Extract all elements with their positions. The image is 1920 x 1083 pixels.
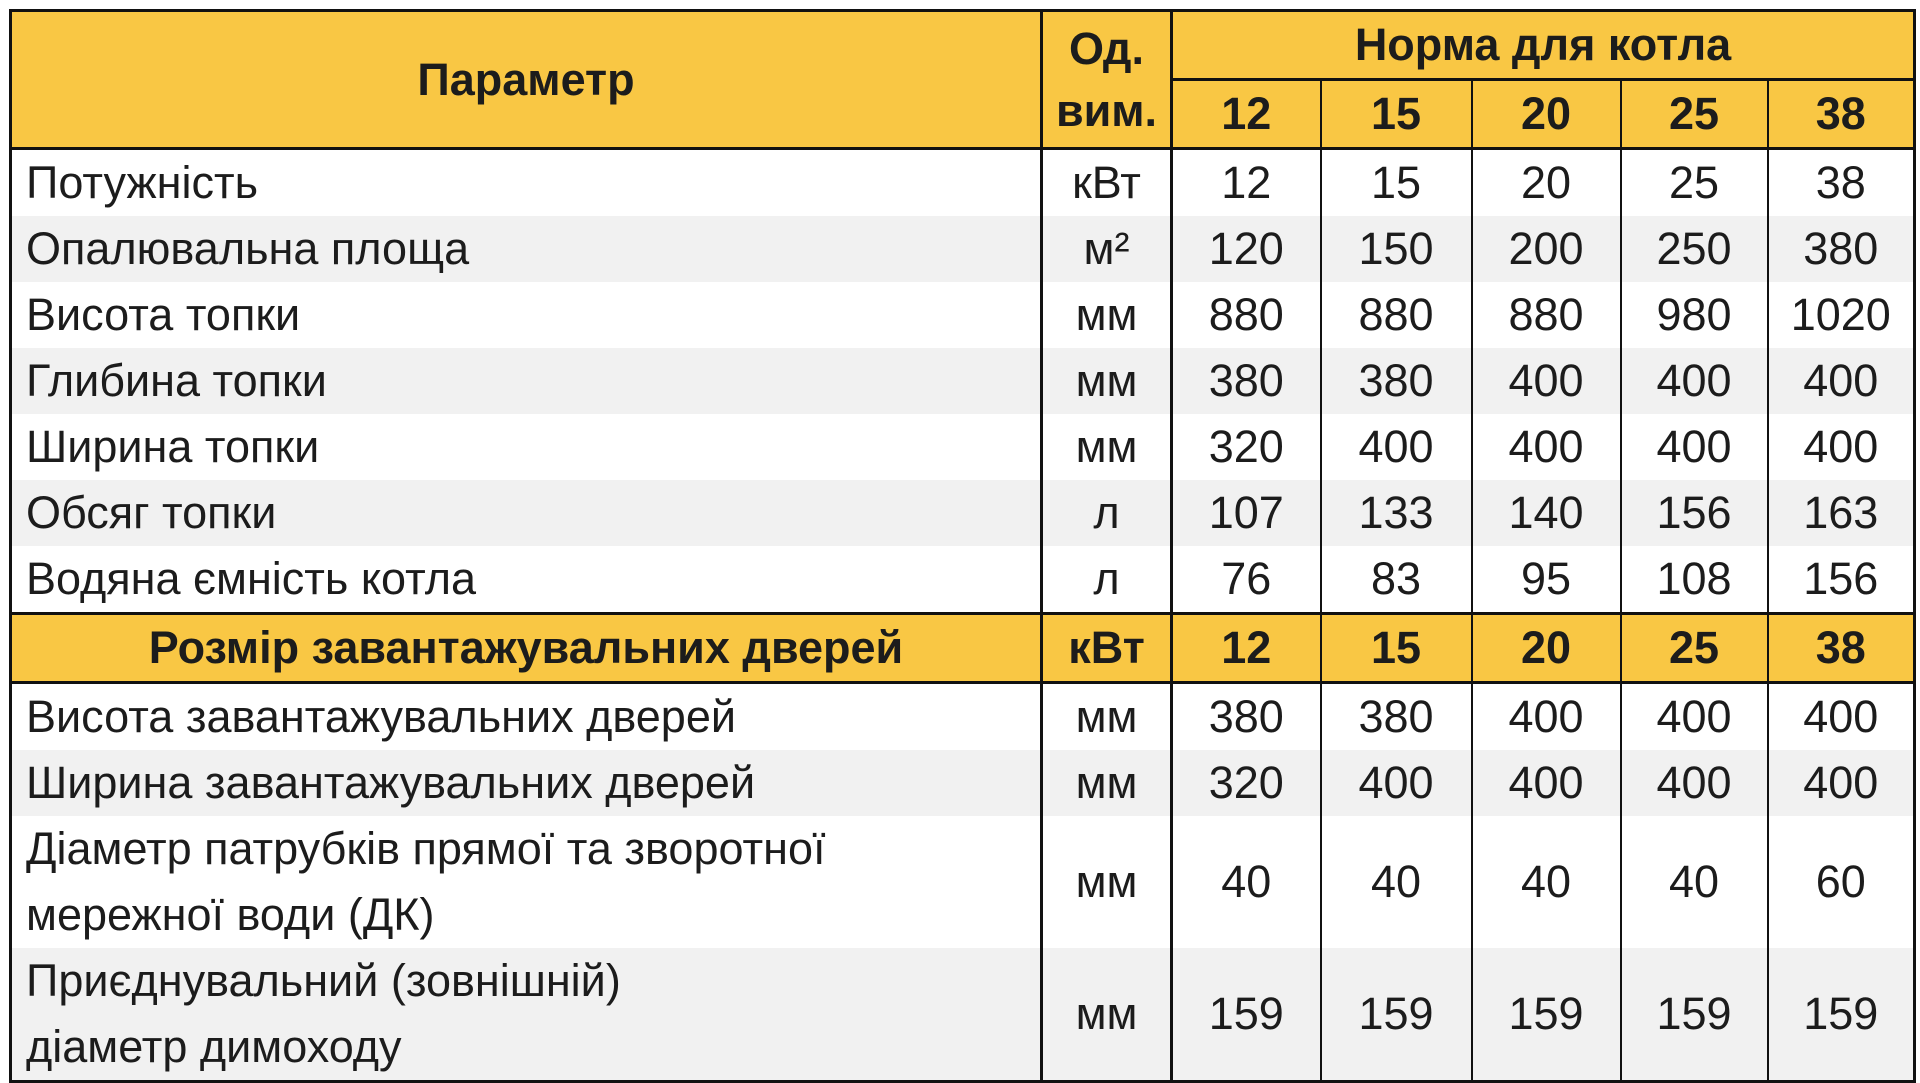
unit-cell: м² <box>1042 216 1172 282</box>
value-cell: 15 <box>1321 149 1472 217</box>
param-cell <box>11 948 1042 1082</box>
param-line: діаметр димоходу <box>26 1021 402 1072</box>
unit-cell: мм <box>1042 948 1172 1082</box>
value-cell: 400 <box>1321 414 1472 480</box>
value-cell: 400 <box>1621 414 1768 480</box>
table-row <box>11 348 1915 414</box>
value-cell: 200 <box>1472 216 1621 282</box>
param-line: Приєднувальний (зовнішній) <box>26 955 621 1006</box>
table-row <box>11 149 1915 217</box>
value-cell: 159 <box>1768 948 1915 1082</box>
value-cell: 250 <box>1621 216 1768 282</box>
table-row <box>11 480 1915 546</box>
param-cell: Потужність <box>26 157 259 208</box>
spec-table-wrapper <box>9 9 1916 1083</box>
value-cell: 40 <box>1321 816 1472 948</box>
value-cell: 400 <box>1768 683 1915 751</box>
model-header: 15 <box>1321 80 1472 149</box>
value-cell: 140 <box>1472 480 1621 546</box>
boiler-spec-table <box>9 9 1916 1083</box>
param-cell <box>11 816 1042 948</box>
table-row <box>11 750 1915 816</box>
table-row <box>11 216 1915 282</box>
value-cell: 320 <box>1172 414 1321 480</box>
section-model: 20 <box>1472 614 1621 683</box>
value-cell: 60 <box>1768 816 1915 948</box>
value-cell: 400 <box>1472 683 1621 751</box>
table-row <box>11 546 1915 614</box>
param-cell: Ширина завантажувальних дверей <box>26 757 756 808</box>
value-cell: 400 <box>1621 348 1768 414</box>
value-cell: 25 <box>1621 149 1768 217</box>
param-line: мережної води (ДК) <box>26 889 435 940</box>
unit-header-line1: Од. <box>1069 22 1144 74</box>
value-cell: 400 <box>1768 348 1915 414</box>
value-cell: 159 <box>1472 948 1621 1082</box>
value-cell: 400 <box>1472 348 1621 414</box>
value-cell: 380 <box>1321 683 1472 751</box>
value-cell: 40 <box>1172 816 1321 948</box>
value-cell: 12 <box>1172 149 1321 217</box>
value-cell: 320 <box>1172 750 1321 816</box>
value-cell: 880 <box>1172 282 1321 348</box>
value-cell: 880 <box>1321 282 1472 348</box>
value-cell: 400 <box>1621 683 1768 751</box>
value-cell: 156 <box>1768 546 1915 614</box>
param-cell: Обсяг топки <box>26 487 277 538</box>
section-model: 15 <box>1321 614 1472 683</box>
value-cell: 400 <box>1472 414 1621 480</box>
table-row <box>11 414 1915 480</box>
value-cell: 380 <box>1768 216 1915 282</box>
value-cell: 120 <box>1172 216 1321 282</box>
model-header: 12 <box>1172 80 1321 149</box>
value-cell: 163 <box>1768 480 1915 546</box>
unit-cell: мм <box>1042 750 1172 816</box>
value-cell: 400 <box>1768 414 1915 480</box>
value-cell: 150 <box>1321 216 1472 282</box>
value-cell: 83 <box>1321 546 1472 614</box>
value-cell: 380 <box>1321 348 1472 414</box>
unit-cell: мм <box>1042 348 1172 414</box>
value-cell: 159 <box>1621 948 1768 1082</box>
value-cell: 400 <box>1321 750 1472 816</box>
value-cell: 159 <box>1172 948 1321 1082</box>
value-cell: 38 <box>1768 149 1915 217</box>
unit-header-line2: вим. <box>1055 84 1158 136</box>
unit-cell: кВт <box>1042 149 1172 217</box>
table-row <box>11 948 1915 1082</box>
value-cell: 20 <box>1472 149 1621 217</box>
section-title: Розмір завантажувальних дверей <box>11 614 1042 683</box>
value-cell: 159 <box>1321 948 1472 1082</box>
unit-cell: мм <box>1042 816 1172 948</box>
value-cell: 980 <box>1621 282 1768 348</box>
param-line: Діаметр патрубків прямої та зворотної <box>26 823 826 874</box>
unit-cell: мм <box>1042 282 1172 348</box>
value-cell: 76 <box>1172 546 1321 614</box>
param-cell: Опалювальна площа <box>26 223 470 274</box>
unit-cell: л <box>1042 480 1172 546</box>
unit-cell: л <box>1042 546 1172 614</box>
table-row <box>11 683 1915 751</box>
value-cell: 380 <box>1172 683 1321 751</box>
value-cell: 400 <box>1472 750 1621 816</box>
value-cell: 1020 <box>1768 282 1915 348</box>
section-header-row <box>11 614 1915 683</box>
value-cell: 40 <box>1472 816 1621 948</box>
unit-cell: мм <box>1042 683 1172 751</box>
section-unit: кВт <box>1042 614 1172 683</box>
param-cell: Ширина топки <box>26 421 320 472</box>
value-cell: 380 <box>1172 348 1321 414</box>
section-model: 25 <box>1621 614 1768 683</box>
value-cell: 133 <box>1321 480 1472 546</box>
value-cell: 40 <box>1621 816 1768 948</box>
param-cell: Висота топки <box>26 289 301 340</box>
model-header: 20 <box>1472 80 1621 149</box>
param-cell: Висота завантажувальних дверей <box>26 691 737 742</box>
param-cell: Водяна ємність котла <box>26 553 476 604</box>
value-cell: 880 <box>1472 282 1621 348</box>
value-cell: 108 <box>1621 546 1768 614</box>
param-header: Параметр <box>11 11 1042 149</box>
header-row-1 <box>11 11 1915 80</box>
model-header: 38 <box>1768 80 1915 149</box>
value-cell: 107 <box>1172 480 1321 546</box>
value-cell: 400 <box>1621 750 1768 816</box>
model-header: 25 <box>1621 80 1768 149</box>
unit-header <box>1042 11 1172 149</box>
value-cell: 156 <box>1621 480 1768 546</box>
value-cell: 400 <box>1768 750 1915 816</box>
section-model: 38 <box>1768 614 1915 683</box>
norm-header: Норма для котла <box>1172 11 1915 80</box>
unit-cell: мм <box>1042 414 1172 480</box>
table-row <box>11 816 1915 948</box>
value-cell: 95 <box>1472 546 1621 614</box>
section-model: 12 <box>1172 614 1321 683</box>
table-row <box>11 282 1915 348</box>
param-cell: Глибина топки <box>26 355 327 406</box>
